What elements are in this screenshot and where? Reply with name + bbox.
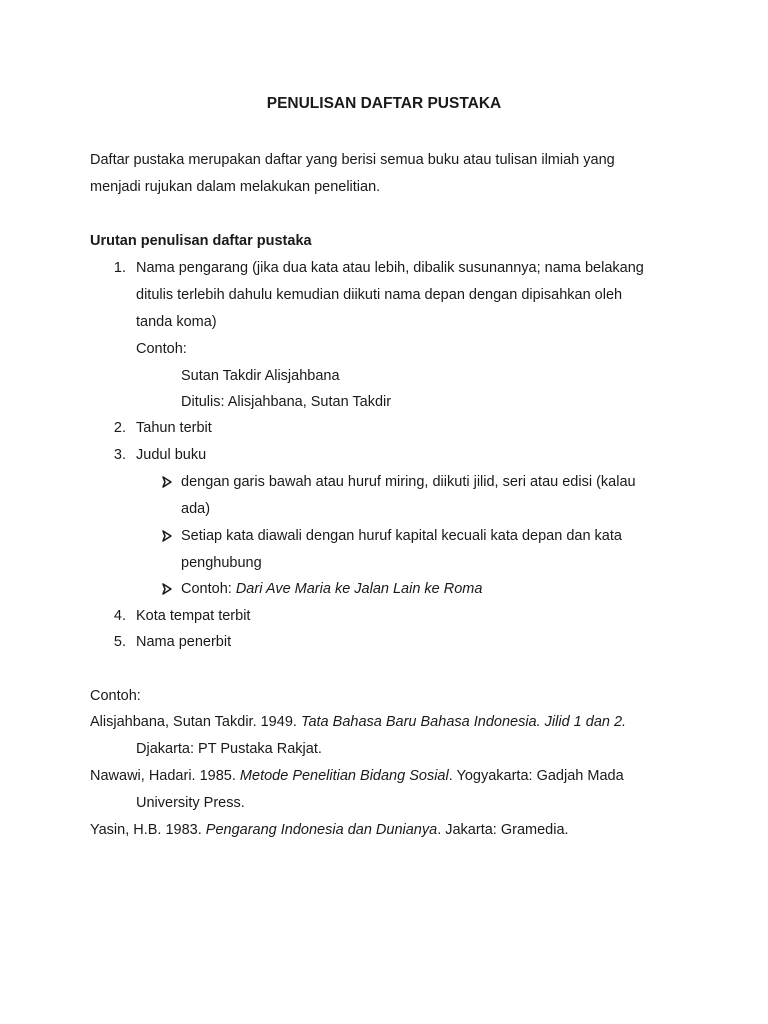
- list-number: 1.: [113, 260, 126, 276]
- ref-title: Tata Bahasa Baru Bahasa Indonesia. Jilid 1 dan 2.: [300, 714, 627, 730]
- ref-author: Yasin, H.B. 1983.: [90, 822, 206, 838]
- example-label: Contoh:: [136, 341, 187, 357]
- reference-entry: [90, 820, 569, 840]
- ref-publisher: . Jakarta: Gramedia.: [437, 822, 569, 838]
- intro-line-2: menjadi rujukan dalam melakukan penelitian.: [90, 179, 381, 195]
- example-text: Ditulis: Alisjahbana, Sutan Takdir: [181, 394, 392, 410]
- ref-author: Alisjahbana, Sutan Takdir. 1949.: [90, 714, 301, 730]
- arrow-bullet-icon: [160, 475, 174, 489]
- list-number: 5.: [113, 634, 126, 650]
- intro-line-1: Daftar pustaka merupakan daftar yang berisi semua buku atau tulisan ilmiah yang: [90, 152, 615, 168]
- ref-title: Metode Penelitian Bidang Sosial: [239, 768, 449, 784]
- page-title: PENULISAN DAFTAR PUSTAKA: [266, 95, 502, 112]
- example-text: Sutan Takdir Alisjahbana: [181, 368, 340, 384]
- bullet-text: ada): [181, 501, 211, 517]
- list-number: 3.: [113, 447, 126, 463]
- reference-entry: [90, 766, 624, 786]
- list-item-text: Nama penerbit: [136, 634, 232, 650]
- bullet-prefix: Contoh:: [181, 581, 236, 597]
- examples-label: Contoh:: [90, 688, 141, 704]
- arrow-bullet-icon: [160, 529, 174, 543]
- bullet-text: [181, 579, 482, 599]
- bullet-text: dengan garis bawah atau huruf miring, diikuti jilid, seri atau edisi (kalau: [181, 474, 636, 490]
- list-number: 2.: [113, 420, 126, 436]
- arrow-bullet-icon: [160, 582, 174, 596]
- list-item-text: tanda koma): [136, 314, 217, 330]
- list-item-text: Tahun terbit: [136, 420, 212, 436]
- ref-publisher: . Yogyakarta: Gadjah Mada: [448, 768, 624, 784]
- list-item-text: Judul buku: [136, 447, 207, 463]
- list-item-text: Nama pengarang (jika dua kata atau lebih, dibalik susunannya; nama belakang: [136, 260, 644, 276]
- reference-continuation: Djakarta: PT Pustaka Rakjat.: [136, 741, 322, 757]
- reference-continuation: University Press.: [136, 795, 245, 811]
- list-item-text: ditulis terlebih dahulu kemudian diikuti nama depan dengan dipisahkan oleh: [136, 287, 623, 303]
- ref-title: Pengarang Indonesia dan Dunianya: [205, 822, 438, 838]
- bullet-text: penghubung: [181, 555, 262, 571]
- list-item-text: Kota tempat terbit: [136, 608, 251, 624]
- ref-author: Nawawi, Hadari. 1985.: [90, 768, 240, 784]
- example-title: Dari Ave Maria ke Jalan Lain ke Roma: [235, 581, 483, 597]
- reference-entry: [90, 712, 626, 732]
- bullet-text: Setiap kata diawali dengan huruf kapital kecuali kata depan dan kata: [181, 528, 622, 544]
- section-heading: Urutan penulisan daftar pustaka: [90, 233, 312, 249]
- list-number: 4.: [113, 608, 126, 624]
